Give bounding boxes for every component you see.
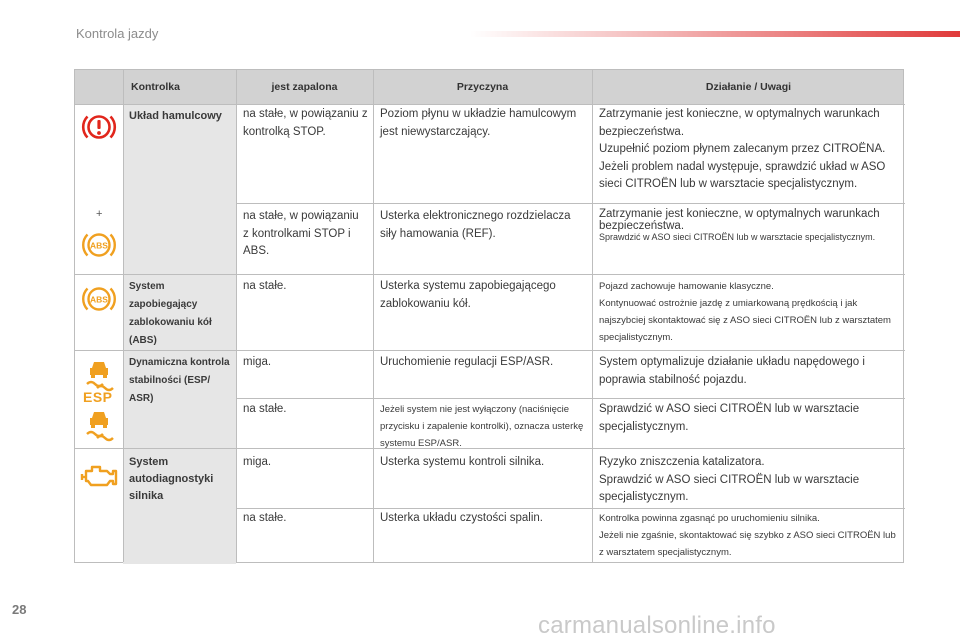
action-cell: Zatrzymanie jest konieczne, w optymalnych warunkach bezpieczeństwa. Uzupełnić poziom płynem zalecanym przez CITROËNA. Jeżeli problem nadal występuje, sprawdzić układ w ASO sieci CITROËN lub w warsztacie specjalistycznym. (599, 108, 886, 190)
engine-diagnostic-icon (80, 462, 120, 490)
group-name-bg (123, 104, 236, 274)
action-cell: System optymalizuje działanie układu napędowego i poprawia stabilność pojazdu. (599, 356, 865, 386)
group-name-brake: Układ hamulcowy (129, 110, 222, 122)
header-accent-line (470, 31, 960, 37)
state-cell: miga. (243, 456, 272, 468)
column-header-cause: Przyczyna (456, 81, 509, 93)
section-title: Kontrola jazdy (76, 26, 159, 41)
cause-cell: Usterka systemu kontroli silnika. (380, 456, 545, 468)
action-cell: Kontrolka powinna zgasnąć po uruchomieniu silnika. Jeżeli nie zgaśnie, skontaktować się szybko z ASO sieci CITROËN lub z warsztatem specjalistycznym. (599, 513, 896, 558)
action-cell: Ryzyko zniszczenia katalizatora. Sprawdzić w ASO sieci CITROËN lub w warsztacie specjalistycznym. (599, 456, 860, 503)
group-name-abs: System zapobiegający zablokowaniu kół (ABS) (129, 281, 212, 346)
abs-warning-icon (81, 284, 117, 314)
state-cell: miga. (243, 356, 272, 368)
state-cell: na stałe. (243, 403, 287, 415)
combination-plus: + (96, 208, 103, 220)
brake-warning-icon (81, 112, 117, 142)
action-cell: Zatrzymanie jest konieczne, w optymalnych warunkach bezpieczeństwa. Sprawdzić w ASO sieci CITROËN lub w warsztacie specjalistycznym. (599, 208, 880, 242)
group-name-esp: Dynamiczna kontrola stabilności (ESP/ ASR) (129, 357, 230, 404)
action-cell: Sprawdzić w ASO sieci CITROËN lub w warsztacie specjalistycznym. (599, 403, 860, 433)
cause-cell: Poziom płynu w układzie hamulcowym jest niewystarczający. (380, 108, 577, 138)
group-name-engine: System autodiagnostyki silnika (129, 456, 214, 502)
state-cell: na stałe. (243, 512, 287, 524)
column-header-kontrolka: Kontrolka (130, 81, 180, 93)
cause-cell: Usterka układu czystości spalin. (380, 512, 543, 524)
cause-cell: Uruchomienie regulacji ESP/ASR. (380, 356, 554, 368)
page-number: 28 (12, 602, 27, 617)
svg-text:ABS: ABS (90, 240, 108, 251)
column-header-state: jest zapalona (271, 81, 338, 93)
column-header-action: Działanie / Uwagi (705, 81, 792, 93)
skid-car-icon (83, 408, 115, 448)
cause-cell: Jeżeli system nie jest wyłączony (naciśnięcie przycisku i zapalenie kontrolki), oznacza usterkę systemu ESP/ASR. (380, 404, 584, 449)
abs-warning-icon (81, 230, 117, 260)
cause-cell: Usterka systemu zapobiegającego zablokowaniu kół. (380, 280, 556, 310)
watermark: carmanualsonline.info (538, 612, 776, 639)
state-cell: na stałe. (243, 280, 287, 292)
state-cell: na stałe, w powiązaniu z kontrolką STOP. (243, 108, 368, 138)
esp-warning-icon: ESP (83, 389, 113, 405)
svg-text:ABS: ABS (90, 294, 108, 305)
warning-lights-table (74, 69, 904, 563)
state-cell: na stałe, w powiązaniu z kontrolkami STOP i ABS. (243, 210, 359, 257)
action-cell: Pojazd zachowuje hamowanie klasyczne. Kontynuować ostrożnie jazdę z umiarkowaną prędkością i jak najszybciej skontaktować się z ASO sieci CITROËN lub z warsztatem specjalistycznym. (599, 281, 891, 343)
cause-cell: Usterka elektronicznego rozdzielacza siły hamowania (REF). (380, 210, 571, 240)
